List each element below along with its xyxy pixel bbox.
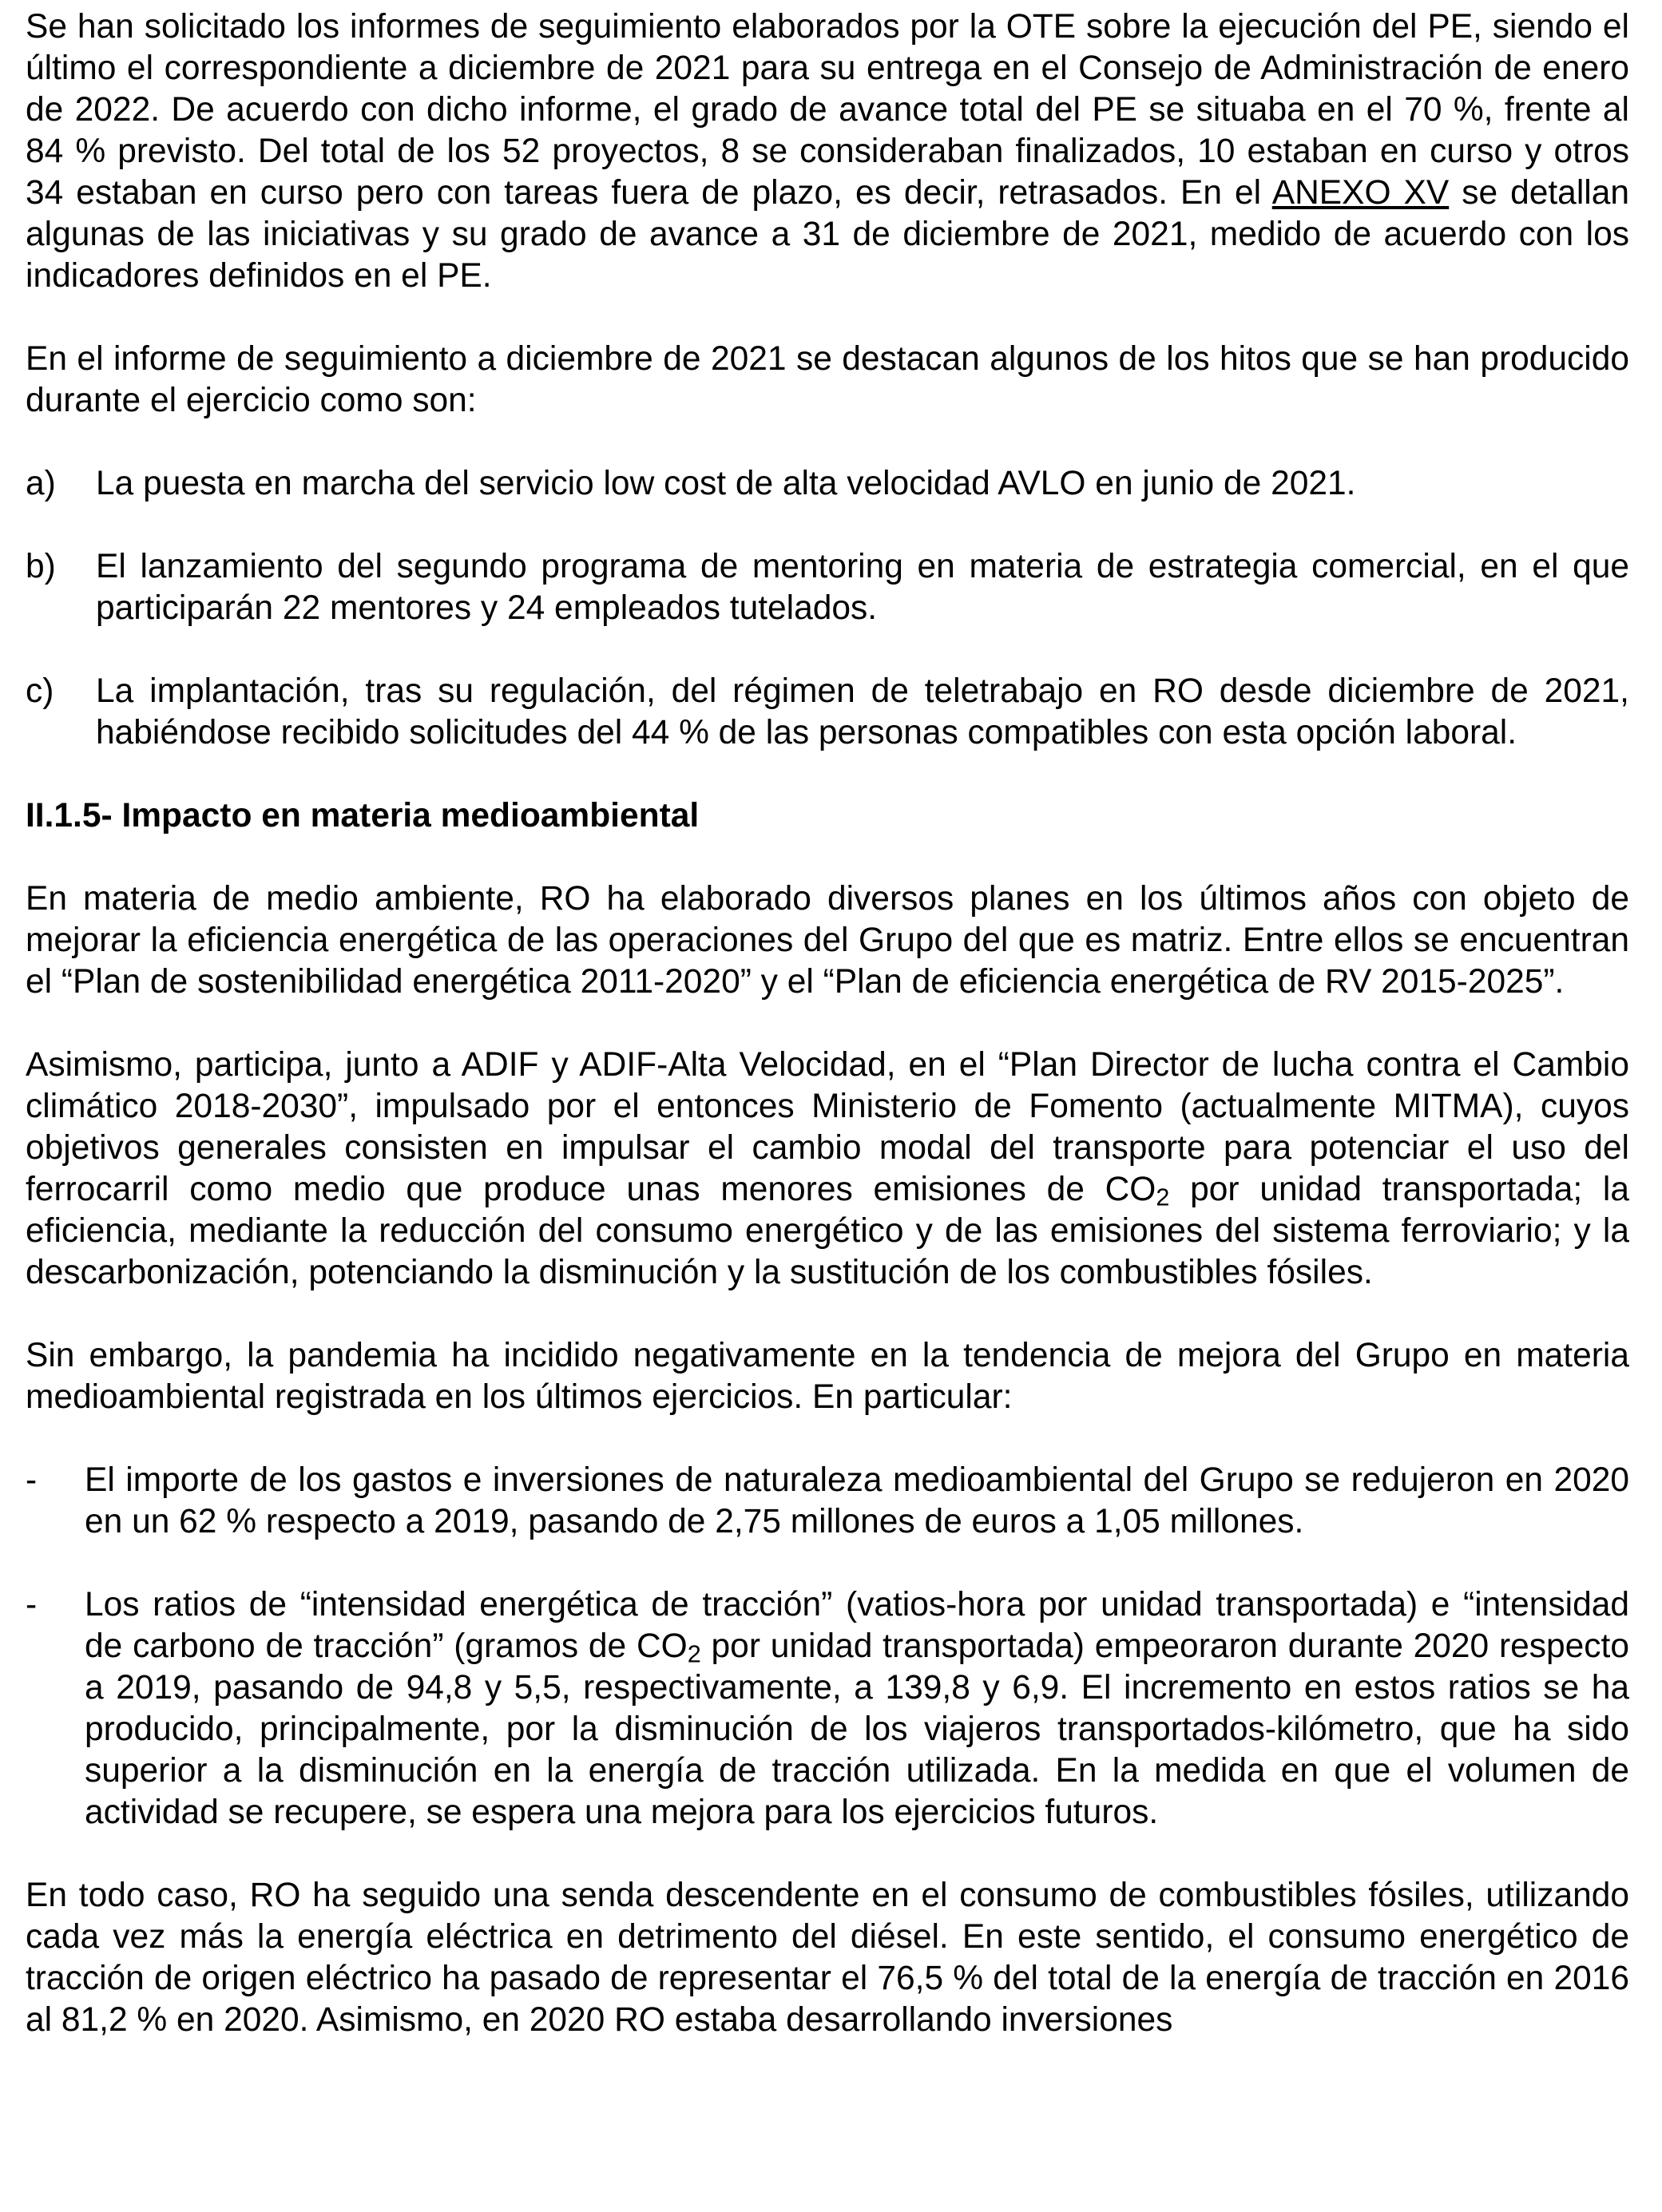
list-item-b [26,546,1629,629]
list-item-a [26,463,1629,505]
dash-marker: - [26,1586,38,1623]
document-page [26,6,1629,2041]
list-marker: c) [26,672,54,710]
paragraph-text: Asimismo, participa, junto a ADIF y ADIF-Alta Velocidad, en el “Plan Director de lucha contra el Cambio climático 2018-2030”, impulsado por el entonces Ministerio de Fomento (actualmente MITMA), cuyos objetivos generales consisten en impulsar el cambio modal del transporte para potenciar el uso del ferrocarril como medio que produce unas menores emisiones de CO [26,1046,1629,1208]
dash-item-text: El importe de los gastos e inversiones de naturaleza medioambiental del Grupo se redujeron en 2020 en un 62 % respecto a 2019, pasando de 2,75 millones de euros a 1,05 millones. [85,1461,1629,1540]
dash-item-text: por unidad transportada) empeoraron durante 2020 respecto a 2019, pasando de 94,8 y 5,5, respectivamente, a 139,8 y 6,9. El incremento en estos ratios se ha producido, principalmente, por la disminución de los viajeros transportados-kilómetro, que ha sido superior a la disminución en la energía de tracción utilizada. En la medida en que el volumen de actividad se recupere, se espera una mejora para los ejercicios futuros. [85,1627,1629,1831]
paragraph-combustibles: En todo caso, RO ha seguido una senda descendente en el consumo de combustibles fósiles, utilizando cada vez más la energía eléctrica en detrimento del diésel. En este sentido, el consumo energético de tracción de origen eléctrico ha pasado de representar el 76,5 % del total de la energía de tracción en 2016 al 81,2 % en 2020. Asimismo, en 2020 RO estaba desarrollando inversiones [26,1877,1629,2039]
paragraph-pandemia: Sin embargo, la pandemia ha incidido negativamente en la tendencia de mejora del Grupo en materia medioambiental registrada en los últimos ejercicios. En particular: [26,1337,1629,1416]
subscript-2: 2 [687,1640,701,1668]
list-marker: b) [26,548,56,585]
list-item-c [26,671,1629,754]
section-heading: II.1.5- Impacto en materia medioambiental [26,797,700,834]
subscript-2: 2 [1156,1183,1170,1211]
dash-item-ratios [26,1584,1629,1833]
dash-item-text: Los ratios de “intensidad energética de tracción” (vatios-hora por unidad transportada) e “intensidad de carbono de tracción” (gramos de CO [85,1586,1629,1665]
paragraph-text: Se han solicitado los informes de seguimiento elaborados por la OTE sobre la ejecución del PE, siendo el último el correspondiente a diciembre de 2021 para su entrega en el Consejo de Administración de enero de 2022. De acuerdo con dicho informe, el grado de avance total del PE se situaba en el 70 %, frente al 84 % previsto. Del total de los 52 proyectos, 8 se consideraban finalizados, 10 estaban en curso y otros 34 estaban en curso pero con tareas fuera de plazo, es decir, retrasados. En el [26,8,1629,212]
list-marker: a) [26,465,56,502]
anexo-xv-link[interactable]: ANEXO XV [1271,174,1450,212]
list-item-text: La puesta en marcha del servicio low cost de alta velocidad AVLO en junio de 2021. [96,465,1356,502]
dash-item-gastos [26,1460,1629,1543]
dash-marker: - [26,1461,38,1499]
paragraph-seguimiento-pe [26,6,1629,297]
paragraph-text: por unidad transportada; la eficiencia, mediante la reducción del consumo energético y de las emisiones del sistema ferroviario; y la descarbonización, potenciando la disminución y la sustitución de los combustibles fósiles. [26,1171,1630,1291]
list-item-text: El lanzamiento del segundo programa de mentoring en materia de estrategia comercial, en el que participarán 22 mentores y 24 empleados tutelados. [96,548,1629,627]
paragraph-text: se detallan algunas de las iniciativas y su grado de avance a 31 de diciembre de 2021, medido de acuerdo con los indicadores definidos en el PE. [26,174,1629,295]
paragraph-medio-ambiente: En materia de medio ambiente, RO ha elaborado diversos planes en los últimos años con objeto de mejorar la eficiencia energética de las operaciones del Grupo del que es matriz. Entre ellos se encuentran el “Plan de sostenibilidad energética 2011-2020” y el “Plan de eficiencia energética de RV 2015-2025”. [26,880,1629,1001]
paragraph-hitos-intro: En el informe de seguimiento a diciembre de 2021 se destacan algunos de los hitos que se han producido durante el ejercicio como son: [26,340,1629,419]
paragraph-plan-director [26,1045,1629,1294]
list-item-text: La implantación, tras su regulación, del régimen de teletrabajo en RO desde diciembre de 2021, habiéndose recibido solicitudes del 44 % de las personas compatibles con esta opción laboral. [96,672,1629,751]
